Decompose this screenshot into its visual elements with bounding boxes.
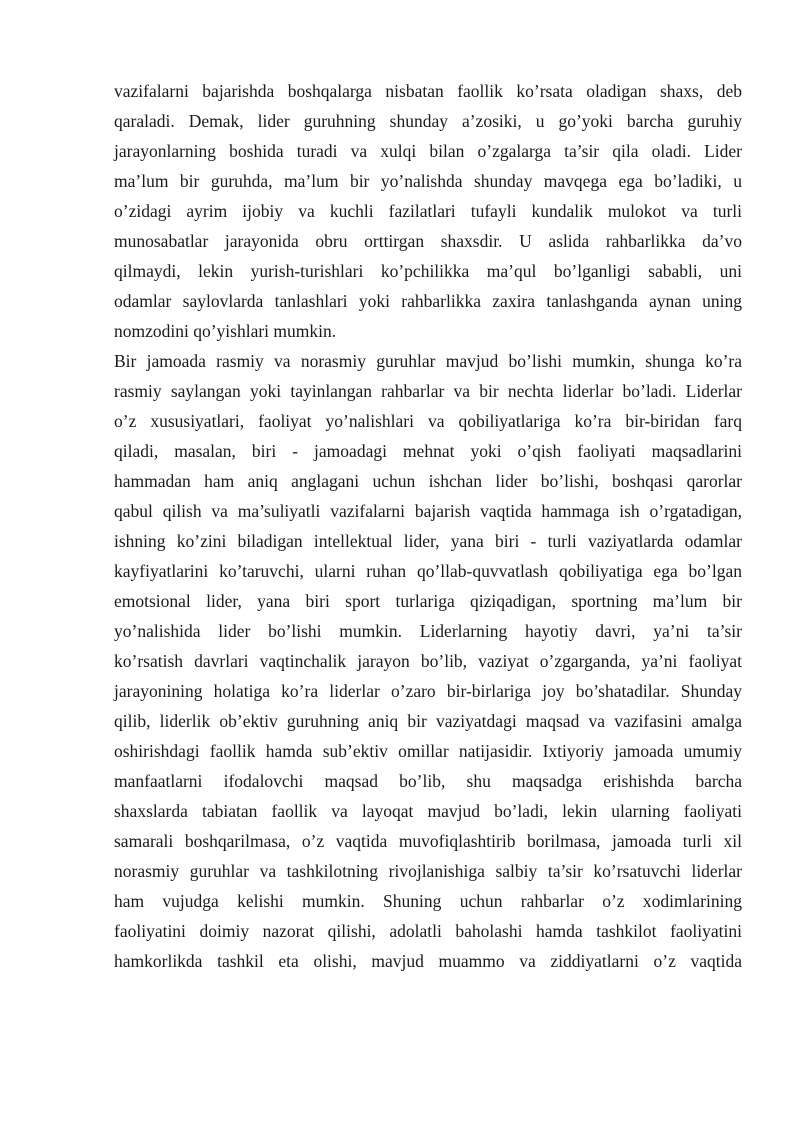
- text-line: hamkorlikda tashkil eta olishi, mavjud muammo va ziddiyatlarni o’z vaqtida: [114, 951, 742, 971]
- text-line: samarali boshqarilmasa, o’z vaqtida muvofiqlashtirib borilmasa, jamoada turli xil: [114, 831, 742, 851]
- text-line: kayfiyatlarini ko’taruvchi, ularni ruhan qo’llab-quvvatlash qobiliyatiga ega bo’lgan: [114, 561, 742, 581]
- text-line: qilib, liderlik ob’ektiv guruhning aniq bir vaziyatdagi maqsad va vazifasini amalga: [114, 711, 742, 731]
- text-line: ma’lum bir guruhda, ma’lum bir yo’nalishda shunday mavqega ega bo’ladiki, u: [114, 171, 742, 191]
- paragraph-2: [114, 346, 742, 976]
- text-line: odamlar saylovlarda tanlashlari yoki rahbarlikka zaxira tanlashganda aynan uning: [114, 291, 742, 311]
- document-page: [114, 76, 742, 976]
- text-line: munosabatlar jarayonida obru orttirgan shaxsdir. U aslida rahbarlikka da’vo: [114, 231, 742, 251]
- text-line: faoliyatini doimiy nazorat qilishi, adolatli baholashi hamda tashkilot faoliyatini: [114, 921, 742, 941]
- text-line: hammadan ham aniq anglagani uchun ishchan lider bo’lishi, boshqasi qarorlar: [114, 471, 742, 491]
- text-line: rasmiy saylangan yoki tayinlangan rahbarlar va bir nechta liderlar bo’ladi. Liderlar: [114, 381, 742, 401]
- text-line: qabul qilish va ma’suliyatli vazifalarni bajarish vaqtida hammaga ish o’rgatadigan,: [114, 501, 742, 521]
- text-line: vazifalarni bajarishda boshqalarga nisbatan faollik ko’rsata oladigan shaxs, deb: [114, 81, 742, 101]
- text-line: yo’nalishida lider bo’lishi mumkin. Liderlarning hayotiy davri, ya’ni ta’sir: [114, 621, 742, 641]
- text-line: o’z xususiyatlari, faoliyat yo’nalishlari va qobiliyatlariga ko’ra bir-biridan farq: [114, 411, 742, 431]
- text-line: Bir jamoada rasmiy va norasmiy guruhlar mavjud bo’lishi mumkin, shunga ko’ra: [114, 351, 742, 371]
- text-line: qiladi, masalan, biri - jamoadagi mehnat yoki o’qish faoliyati maqsadlarini: [114, 441, 742, 461]
- text-line: manfaatlarni ifodalovchi maqsad bo’lib, shu maqsadga erishishda barcha: [114, 771, 742, 791]
- text-line: jarayonining holatiga ko’ra liderlar o’zaro bir-birlariga joy bo’shatadilar. Shunday: [114, 681, 742, 701]
- paragraph-1: [114, 76, 742, 346]
- text-line: oshirishdagi faollik hamda sub’ektiv omillar natijasidir. Ixtiyoriy jamoada umumiy: [114, 741, 742, 761]
- text-line: nomzodini qo’yishlari mumkin.: [114, 321, 337, 341]
- text-line: emotsional lider, yana biri sport turlariga qiziqadigan, sportning ma’lum bir: [114, 591, 742, 611]
- text-line: ko’rsatish davrlari vaqtinchalik jarayon bo’lib, vaziyat o’zgarganda, ya’ni faoliyat: [114, 651, 742, 671]
- text-line: jarayonlarning boshida turadi va xulqi bilan o’zgalarga ta’sir qila oladi. Lider: [114, 141, 742, 161]
- text-line: qaraladi. Demak, lider guruhning shunday a’zosiki, u go’yoki barcha guruhiy: [114, 111, 742, 131]
- text-line: o’zidagi ayrim ijobiy va kuchli fazilatlari tufayli kundalik mulokot va turli: [114, 201, 742, 221]
- text-line: shaxslarda tabiatan faollik va layoqat mavjud bo’ladi, lekin ularning faoliyati: [114, 801, 742, 821]
- text-line: ishning ko’zini biladigan intellektual lider, yana biri - turli vaziyatlarda odamlar: [114, 531, 742, 551]
- text-line: norasmiy guruhlar va tashkilotning rivojlanishiga salbiy ta’sir ko’rsatuvchi liderlar: [114, 861, 742, 881]
- text-line: qilmaydi, lekin yurish-turishlari ko’pchilikka ma’qul bo’lganligi sababli, uni: [114, 261, 742, 281]
- text-line: ham vujudga kelishi mumkin. Shuning uchun rahbarlar o’z xodimlarining: [114, 891, 742, 911]
